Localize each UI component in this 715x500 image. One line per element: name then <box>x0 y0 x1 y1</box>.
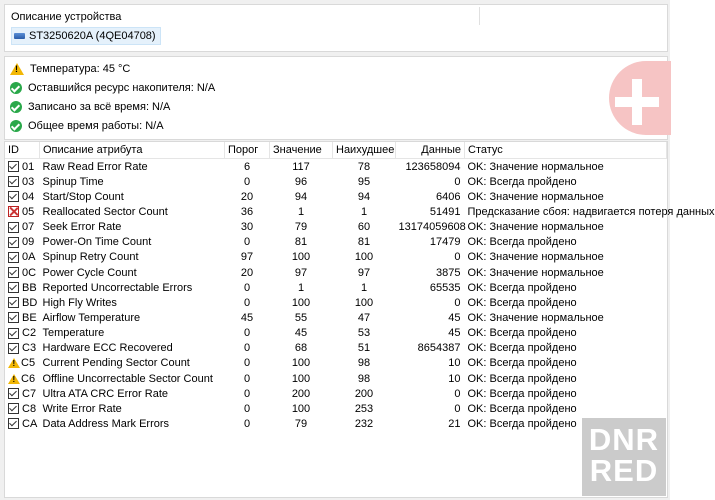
attribute-threshold: 0 <box>243 296 251 309</box>
attribute-name: Data Address Mark Errors <box>42 417 170 430</box>
attribute-name: Write Error Rate <box>42 402 122 415</box>
table-row[interactable] <box>5 220 667 235</box>
attribute-status: OK: Значение нормальное <box>467 221 604 234</box>
attribute-value: 45 <box>294 327 308 340</box>
attribute-value: 200 <box>291 387 311 400</box>
checkbox-icon <box>8 252 19 263</box>
device-item[interactable] <box>11 27 161 45</box>
attribute-threshold: 0 <box>243 327 251 340</box>
checkbox-icon <box>8 222 19 233</box>
table-header <box>5 142 667 159</box>
attribute-raw-data: 0 <box>454 251 461 264</box>
attribute-threshold: 36 <box>240 205 254 218</box>
attribute-status: Предсказание сбоя: надвигается потеря данных <box>467 205 715 218</box>
attribute-raw-data: 0 <box>454 175 461 188</box>
attribute-name: Seek Error Rate <box>42 221 122 234</box>
checkbox-icon <box>8 237 19 248</box>
column-header-id[interactable]: ID <box>5 142 40 159</box>
attribute-id: C8 <box>22 402 37 415</box>
watermark-logo <box>582 418 666 496</box>
attribute-raw-data: 45 <box>448 327 461 340</box>
attribute-raw-data: 13174059608 <box>398 221 466 234</box>
attribute-raw-data: 8654387 <box>417 342 461 355</box>
status-row-power-on-time <box>10 117 164 134</box>
status-text: Записано за всё время: N/A <box>28 100 171 113</box>
attribute-worst: 94 <box>357 190 371 203</box>
checkbox-icon <box>8 282 19 293</box>
attribute-status: OK: Всегда пройдено <box>467 372 577 385</box>
column-header-description[interactable]: Описание атрибута <box>40 142 225 159</box>
status-text: Оставшийся ресурс накопителя: N/A <box>28 81 216 94</box>
table-row[interactable] <box>5 295 667 310</box>
attribute-value: 100 <box>291 372 311 385</box>
table-row[interactable] <box>5 174 667 189</box>
attribute-id: BE <box>22 311 37 324</box>
table-row[interactable] <box>5 371 667 386</box>
attribute-raw-data: 0 <box>454 296 461 309</box>
attribute-id: 09 <box>22 236 35 249</box>
attribute-id: 0A <box>22 251 36 264</box>
attribute-id: 0C <box>22 266 37 279</box>
attribute-raw-data: 3875 <box>436 266 461 279</box>
status-row-total-written <box>10 98 170 115</box>
attribute-worst: 60 <box>357 221 371 234</box>
health-plus-icon <box>609 61 671 135</box>
device-label: ST3250620A (4QE04708) <box>29 30 156 42</box>
attribute-status: OK: Значение нормальное <box>467 266 604 279</box>
health-status-panel <box>4 56 668 140</box>
warning-icon <box>8 358 20 368</box>
warning-icon <box>10 63 24 75</box>
attribute-raw-data: 51491 <box>429 205 461 218</box>
attribute-value: 100 <box>291 251 311 264</box>
status-row-temperature <box>10 60 130 77</box>
status-text: Общее время работы: N/A <box>28 119 164 132</box>
table-row[interactable] <box>5 250 667 265</box>
attribute-worst: 97 <box>357 266 371 279</box>
table-row[interactable] <box>5 356 667 371</box>
attribute-threshold: 20 <box>240 266 254 279</box>
table-row[interactable] <box>5 341 667 356</box>
attribute-value: 96 <box>294 175 308 188</box>
attribute-value: 117 <box>292 160 310 173</box>
attribute-worst: 53 <box>357 327 371 340</box>
attribute-threshold: 0 <box>243 387 251 400</box>
device-description-title: Описание устройства <box>11 11 122 23</box>
attribute-threshold: 0 <box>243 402 251 415</box>
attribute-status: OK: Всегда пройдено <box>467 296 577 309</box>
table-row[interactable] <box>5 416 667 431</box>
table-row[interactable] <box>5 204 667 219</box>
attribute-name: Current Pending Sector Count <box>42 357 190 370</box>
device-description-panel <box>4 4 668 52</box>
attribute-status: OK: Значение нормальное <box>467 160 604 173</box>
attribute-name: Reported Uncorrectable Errors <box>42 281 193 294</box>
attribute-worst: 95 <box>357 175 371 188</box>
attribute-raw-data: 65535 <box>429 281 461 294</box>
attribute-worst: 100 <box>354 251 374 264</box>
attribute-worst: 81 <box>357 236 371 249</box>
error-checkbox-icon <box>8 206 19 217</box>
attribute-id: BD <box>22 296 38 309</box>
attribute-worst: 200 <box>354 387 374 400</box>
attribute-value: 100 <box>291 357 311 370</box>
attribute-status: OK: Всегда пройдено <box>467 175 577 188</box>
table-row[interactable] <box>5 386 667 401</box>
attribute-threshold: 6 <box>243 160 251 173</box>
column-header-data[interactable]: Данные <box>396 142 465 159</box>
attribute-id: BB <box>22 281 37 294</box>
checkbox-icon <box>8 343 19 354</box>
attribute-status: OK: Всегда пройдено <box>467 387 577 400</box>
attribute-status: OK: Всегда пройдено <box>467 281 577 294</box>
attribute-id: C7 <box>22 387 37 400</box>
attribute-name: Offline Uncorrectable Sector Count <box>42 372 213 385</box>
table-row[interactable] <box>5 159 667 175</box>
attribute-status: OK: Всегда пройдено <box>467 342 577 355</box>
attribute-status: OK: Всегда пройдено <box>467 417 577 430</box>
status-row-remaining-life <box>10 79 215 96</box>
attribute-worst: 98 <box>357 372 371 385</box>
attribute-worst: 1 <box>360 281 368 294</box>
attribute-threshold: 0 <box>243 236 251 249</box>
column-header-threshold[interactable]: Порог <box>225 142 270 159</box>
checkbox-icon <box>8 297 19 308</box>
table-row[interactable] <box>5 235 667 250</box>
smart-attributes-table[interactable] <box>4 141 715 498</box>
attribute-name: Ultra ATA CRC Error Rate <box>42 387 169 400</box>
attribute-name: High Fly Writes <box>42 296 117 309</box>
attribute-status: OK: Всегда пройдено <box>467 327 577 340</box>
table-row[interactable] <box>5 189 667 204</box>
checkbox-icon <box>8 403 19 414</box>
attribute-name: Power-On Time Count <box>42 236 152 249</box>
table-row[interactable] <box>5 265 667 280</box>
attribute-threshold: 0 <box>243 175 251 188</box>
attribute-status: OK: Всегда пройдено <box>467 402 577 415</box>
table-row[interactable] <box>5 401 667 416</box>
column-divider <box>479 7 480 25</box>
attribute-name: Spinup Time <box>42 175 104 188</box>
attribute-status: OK: Значение нормальное <box>467 251 604 264</box>
attribute-raw-data: 10 <box>448 372 461 385</box>
attribute-value: 81 <box>294 236 308 249</box>
checkbox-icon <box>8 161 19 172</box>
attribute-raw-data: 17479 <box>429 236 461 249</box>
attribute-name: Power Cycle Count <box>42 266 137 279</box>
column-header-status[interactable]: Статус <box>465 142 667 159</box>
watermark-line: DNR <box>588 422 660 457</box>
attribute-id: C5 <box>21 357 36 370</box>
attribute-worst: 253 <box>354 402 374 415</box>
attribute-threshold: 0 <box>243 342 251 355</box>
ok-icon <box>10 101 22 113</box>
attribute-id: 05 <box>22 205 35 218</box>
column-header-worst[interactable]: Наихудшее <box>333 142 396 159</box>
attribute-id: CA <box>22 417 38 430</box>
attribute-name: Reallocated Sector Count <box>42 205 168 218</box>
checkbox-icon <box>8 176 19 187</box>
attribute-raw-data: 45 <box>448 311 461 324</box>
warning-icon <box>8 374 20 384</box>
attribute-raw-data: 0 <box>454 402 461 415</box>
table-row[interactable] <box>5 326 667 341</box>
attribute-value: 55 <box>294 311 308 324</box>
attribute-id: 01 <box>22 160 35 173</box>
attribute-threshold: 20 <box>240 190 254 203</box>
attribute-value: 68 <box>294 342 308 355</box>
attribute-value: 97 <box>294 266 308 279</box>
attribute-id: C6 <box>21 372 36 385</box>
attribute-worst: 78 <box>357 160 371 173</box>
attribute-name: Airflow Temperature <box>42 311 141 324</box>
attribute-worst: 232 <box>354 417 374 430</box>
attribute-value: 1 <box>297 281 305 294</box>
status-text: Температура: 45 °C <box>30 62 131 75</box>
attribute-id: C2 <box>22 327 37 340</box>
attribute-status: OK: Значение нормальное <box>467 190 604 203</box>
ok-icon <box>10 120 22 132</box>
checkbox-icon <box>8 388 19 399</box>
attribute-status: OK: Всегда пройдено <box>467 357 577 370</box>
ok-icon <box>10 82 22 94</box>
attribute-raw-data: 123658094 <box>405 160 461 173</box>
hard-drive-icon <box>14 33 25 39</box>
attribute-id: C3 <box>22 342 37 355</box>
attribute-worst: 100 <box>354 296 374 309</box>
attribute-value: 1 <box>297 205 305 218</box>
attribute-threshold: 45 <box>240 311 254 324</box>
attribute-id: 03 <box>22 175 35 188</box>
column-header-value[interactable]: Значение <box>270 142 333 159</box>
attribute-worst: 47 <box>357 311 371 324</box>
checkbox-icon <box>8 267 19 278</box>
attribute-raw-data: 10 <box>448 357 461 370</box>
checkbox-icon <box>8 418 19 429</box>
attribute-value: 79 <box>294 221 308 234</box>
table-row[interactable] <box>5 310 667 325</box>
attribute-raw-data: 6406 <box>436 190 461 203</box>
attribute-threshold: 0 <box>243 281 251 294</box>
attribute-value: 100 <box>291 296 311 309</box>
checkbox-icon <box>8 328 19 339</box>
attribute-name: Hardware ECC Recovered <box>42 342 173 355</box>
attribute-value: 79 <box>294 417 308 430</box>
attribute-raw-data: 0 <box>454 387 461 400</box>
attribute-name: Temperature <box>42 327 105 340</box>
attribute-threshold: 0 <box>243 417 251 430</box>
attribute-name: Raw Read Error Rate <box>42 160 148 173</box>
checkbox-icon <box>8 191 19 202</box>
attribute-worst: 51 <box>357 342 371 355</box>
attribute-threshold: 97 <box>240 251 254 264</box>
attribute-status: OK: Всегда пройдено <box>467 236 577 249</box>
attribute-value: 100 <box>291 402 311 415</box>
attribute-worst: 1 <box>360 205 368 218</box>
attribute-threshold: 0 <box>243 372 251 385</box>
table-row[interactable] <box>5 280 667 295</box>
attribute-value: 94 <box>294 190 308 203</box>
attribute-threshold: 30 <box>240 221 254 234</box>
attribute-raw-data: 21 <box>448 417 461 430</box>
attribute-id: 07 <box>22 221 35 234</box>
checkbox-icon <box>8 312 19 323</box>
attribute-threshold: 0 <box>243 357 251 370</box>
attribute-status: OK: Значение нормальное <box>467 311 604 324</box>
attribute-worst: 98 <box>357 357 371 370</box>
watermark-line: RED <box>589 453 659 488</box>
attribute-name: Spinup Retry Count <box>42 251 139 264</box>
attribute-id: 04 <box>22 190 35 203</box>
attribute-name: Start/Stop Count <box>42 190 124 203</box>
